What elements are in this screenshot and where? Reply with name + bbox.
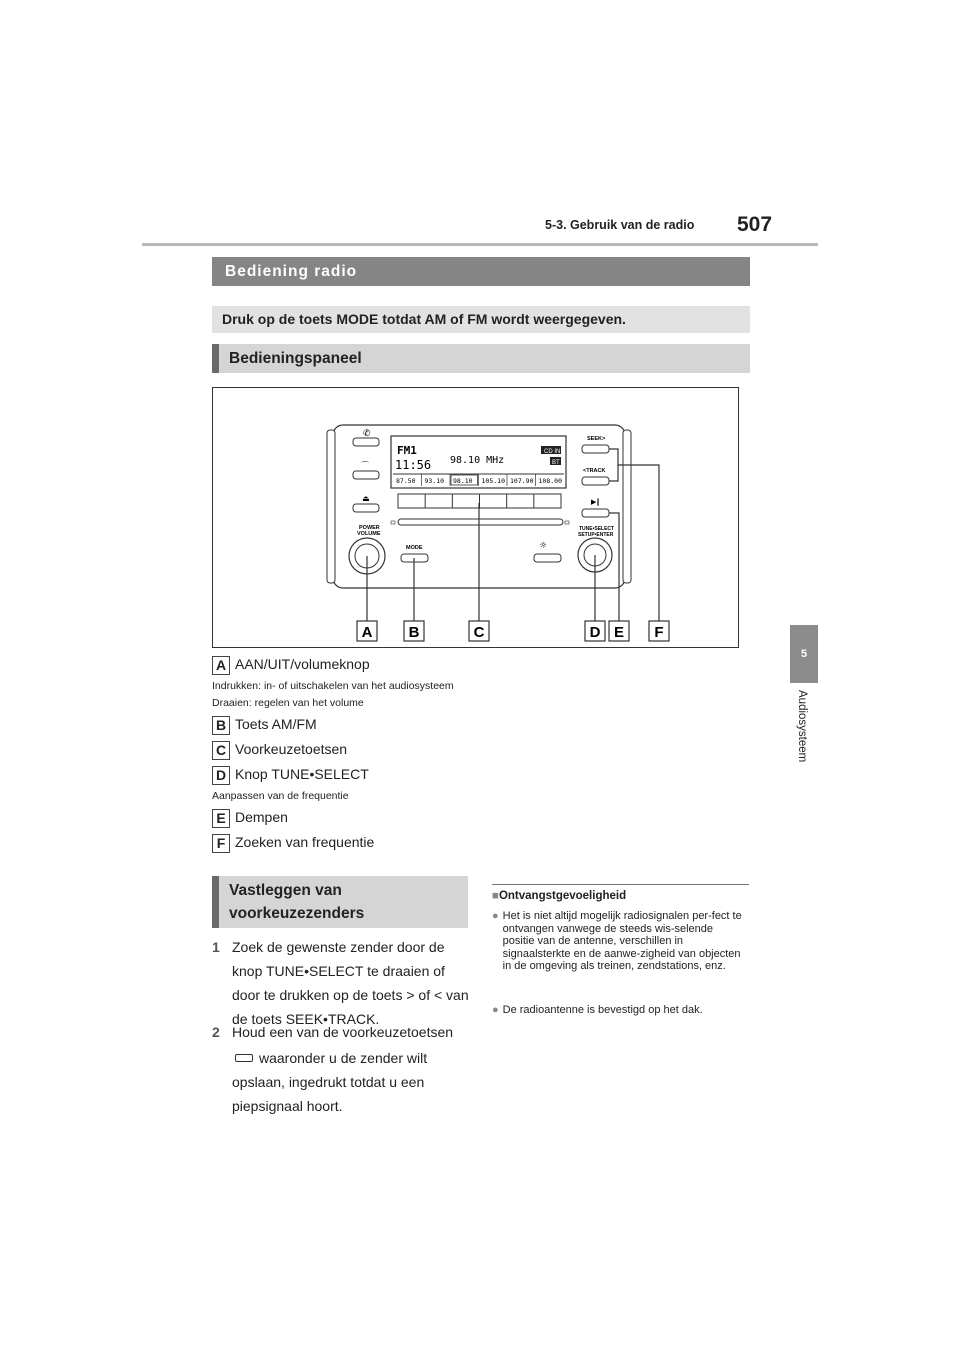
seek-label: SEEK>	[587, 436, 606, 442]
preset-frequency: 93.10	[424, 477, 445, 485]
legend-item-b: B Toets AM/FM	[212, 716, 317, 735]
display-cd-badge: CD IN	[544, 449, 561, 455]
legend-item-c: C Voorkeuzetoetsen	[212, 741, 347, 760]
legend-item-a: A AAN/UIT/volumeknop	[212, 656, 370, 675]
callout-labels	[357, 621, 669, 641]
callout-d: D	[589, 624, 601, 641]
callout-b: B	[408, 624, 420, 641]
legend-item-f: F Zoeken van frequentie	[212, 834, 374, 853]
legend-item-d: D Knop TUNE•SELECT	[212, 766, 369, 785]
svg-text:SETUP•ENTER: SETUP•ENTER	[578, 532, 614, 538]
page-number: 507	[737, 213, 773, 236]
callout-c: C	[473, 624, 485, 641]
display-band: FM1	[397, 444, 417, 457]
callout-f: F	[654, 624, 664, 641]
svg-text:TUNE•SELECT: TUNE•SELECT	[579, 526, 615, 532]
note-item: ● De radioantenne is bevestigd op het dak.	[492, 1004, 703, 1016]
note-item: ● Het is niet altijd mogelijk radiosignalen per-fect te ontvangen vanwege de steeds wis-selende positie van de antenne, verschillen in signaalsterkte en de aanwe-zigheid van objecten in de omgeving als treinen, zendstations, enz.	[492, 910, 742, 972]
legend-note: Aanpassen van de frequentie	[212, 790, 349, 802]
callout-e: E	[613, 624, 625, 641]
preset-frequency: 105.10	[481, 477, 505, 485]
legend-note: Indrukken: in- of uitschakelen van het audiosysteem	[212, 680, 454, 692]
svg-text:⏏: ⏏	[362, 494, 370, 503]
step-1: 1 Zoek de gewenste zender door de knop TUNE•SELECT te draaien of door te drukken op de toets > of < van de toets SEEK•TRACK.	[212, 939, 469, 1027]
legend-item-e: E Dempen	[212, 809, 288, 828]
section-title: Bediening radio	[212, 257, 750, 286]
svg-text:▶‖: ▶‖	[591, 498, 600, 506]
preset-frequency: 98.10	[453, 477, 473, 485]
callout-a: A	[361, 624, 373, 641]
step-2-continued: waaronder u de zender wilt opslaan, ingedrukt totdat u een piepsignaal hoort.	[232, 1050, 428, 1114]
radio-panel-illustration	[213, 388, 740, 649]
display-frequency: 98.10 MHz	[450, 455, 505, 466]
legend-note: Draaien: regelen van het volume	[212, 697, 364, 709]
svg-text:VOLUME: VOLUME	[357, 531, 381, 537]
header-rule	[142, 243, 818, 246]
display-bt-badge: BT	[552, 460, 560, 466]
svg-text:☼: ☼	[539, 541, 548, 551]
step-2: 2 Houd een van de voorkeuzetoetsen	[212, 1024, 454, 1040]
mode-label: MODE	[406, 545, 423, 551]
chapter-tab: 5	[790, 625, 818, 683]
display-clock: 11:56	[395, 458, 432, 472]
presets-heading: Vastleggen van voorkeuzezenders	[212, 876, 468, 928]
chapter-label: Audiosysteem	[796, 690, 808, 763]
preset-frequency: 87.50	[396, 477, 416, 485]
svg-text:✆: ✆	[363, 429, 371, 439]
notes-heading: ■Ontvangstgevoeligheid	[492, 890, 627, 902]
notes-rule	[492, 884, 749, 885]
instruction-bar: Druk op de toets MODE totdat AM of FM wordt weergegeven.	[212, 306, 750, 333]
radio-panel-figure	[212, 387, 739, 648]
track-label: <TRACK	[583, 468, 606, 474]
panel-heading: Bedieningspaneel	[212, 344, 750, 373]
preset-frequency: 107.90	[510, 477, 534, 485]
section-reference: 5-3. Gebruik van de radio	[545, 218, 695, 232]
svg-text:POWER: POWER	[359, 525, 380, 531]
preset-key-icon	[235, 1054, 253, 1062]
preset-frequency: 108.00	[538, 477, 562, 485]
svg-text:⌒: ⌒	[361, 461, 369, 470]
